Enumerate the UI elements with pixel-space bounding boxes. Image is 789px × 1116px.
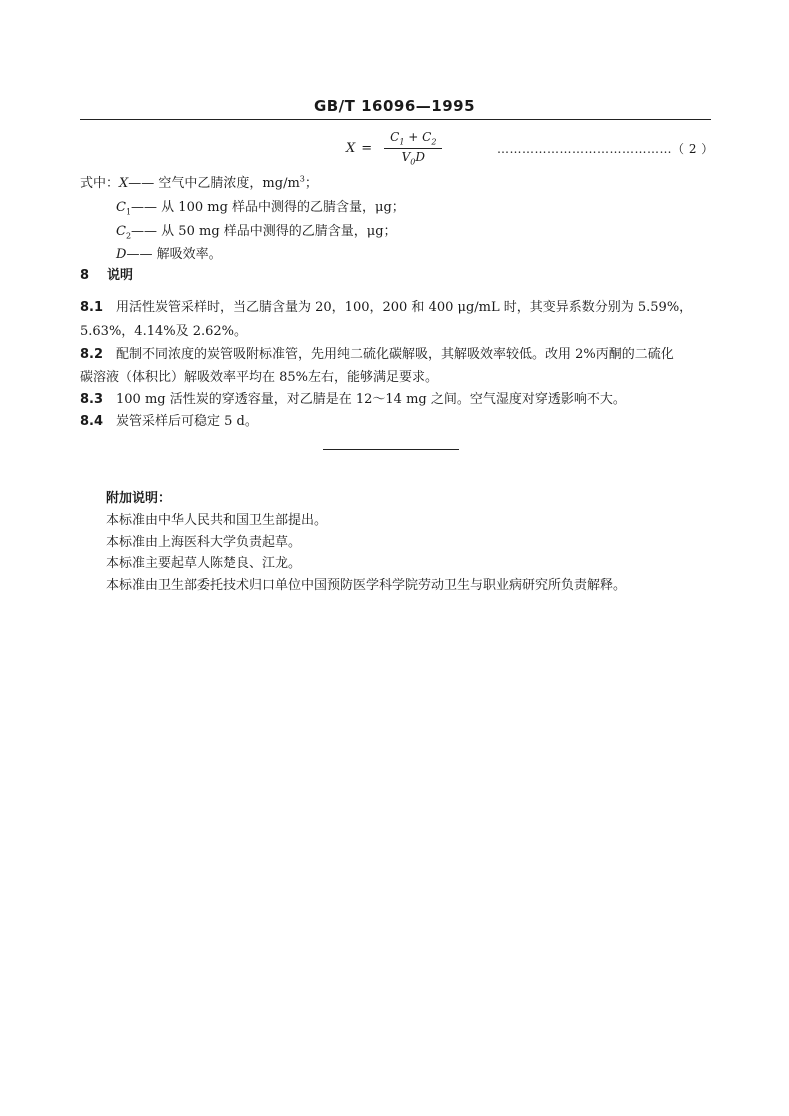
notes-title: 附加说明：: [106, 491, 172, 506]
definition-c2: $C_2——$ 从 50 mg 样品中测得的乙腈含量，μg；: [116, 224, 397, 241]
item-8-1-line2: 5.63%，4.14%及 2.62%。: [80, 324, 248, 339]
notes-line: 本标准由卫生部委托技术归口单位中国预防医学科学院劳动卫生与职业病研究所负责解释。: [106, 578, 627, 593]
formula-denominator: $V_0D$: [401, 149, 425, 166]
item-8-3: 8.3 100 mg 活性炭的穿透容量，对乙腈是在 12～14 mg 之间。空气湿度对穿透影响不大。: [80, 392, 626, 407]
formula-lhs: X: [346, 140, 356, 156]
definition-d: D—— 解吸效率。: [116, 247, 222, 262]
item-8-2-line2: 碳溶液（体积比）解吸效率平均在 85%左右，能够满足要求。: [80, 370, 439, 385]
notes-line: 本标准由上海医科大学负责起草。: [106, 535, 302, 550]
definition-c1: $C_1——$ 从 100 mg 样品中测得的乙腈含量，μg；: [116, 200, 405, 217]
equation-number: ……………………………………（ 2 ）: [497, 142, 714, 156]
formula-fraction: [384, 130, 442, 166]
formula-equals: =: [361, 140, 373, 156]
section-divider: [323, 449, 459, 450]
formula: [346, 130, 442, 166]
item-8-2-line1: 8.2 配制不同浓度的炭管吸附标准管，先用纯二硫化碳解吸，其解吸效率较低。改用 2%丙酮的二硫化: [80, 347, 674, 362]
notes-line: 本标准由中华人民共和国卫生部提出。: [106, 513, 328, 528]
item-8-4: 8.4 炭管采样后可稳定 5 d。: [80, 414, 258, 429]
page-header: GB/T 16096—1995: [313, 97, 476, 115]
section-title: 8 说明: [80, 268, 134, 283]
item-8-1-line1: 8.1 用活性炭管采样时，当乙腈含量为 20，100，200 和 400 μg/mL 时，其变异系数分别为 5.59%，: [80, 300, 693, 315]
definition-x: 式中：X—— 空气中乙腈浓度，$mg/m^3$；: [80, 174, 318, 191]
notes-line: 本标准主要起草人陈楚良、江龙。: [106, 556, 302, 571]
header-rule: [80, 119, 711, 120]
formula-numerator: $C_1 + C_2$: [384, 130, 442, 148]
